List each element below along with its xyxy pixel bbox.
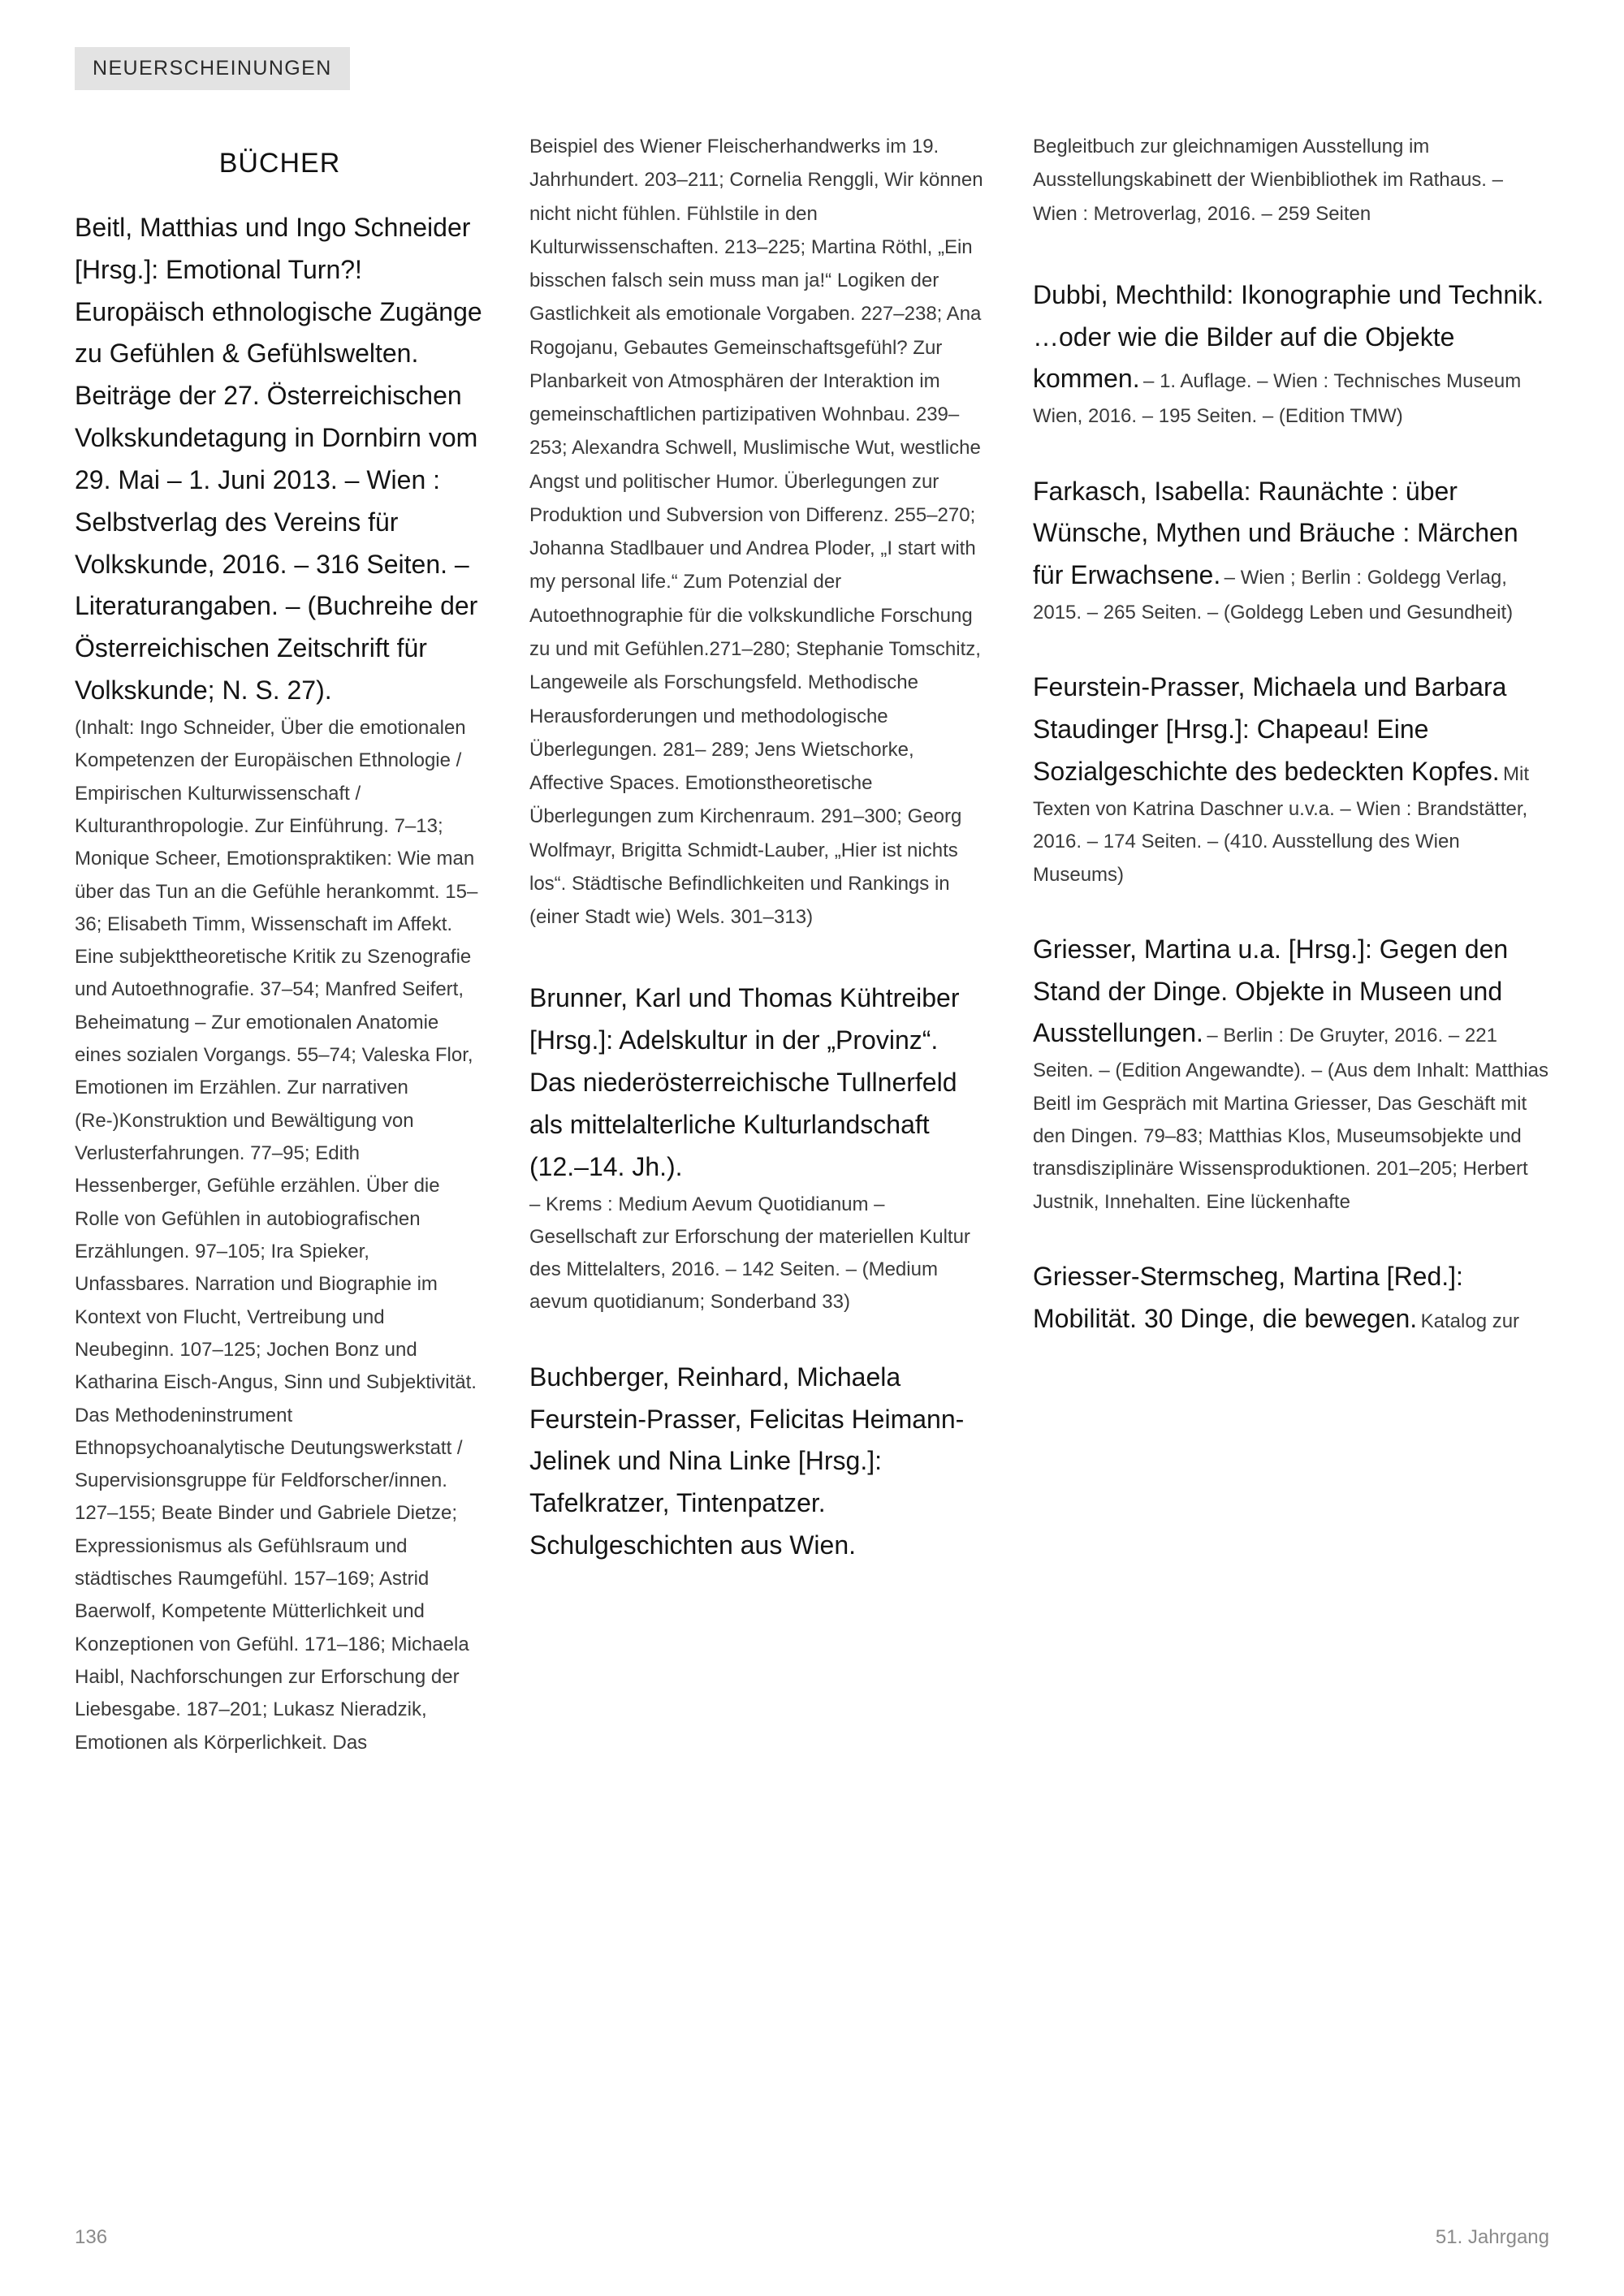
- bibliography-entry: [529, 978, 984, 1318]
- entry-headline: Buchberger, Reinhard, Michaela Feurstein-Prasser, Felicitas Heimann-Jelinek und Nina Linke [Hrsg.]: Tafelkratzer, Tintenpatzer. Schulgeschichten aus Wien.: [529, 1362, 965, 1560]
- entry-detail: Mit Texten von Katrina Daschner u.v.a. – Wien : Brandstätter, 2016. – 174 Seiten. – (410. Ausstellung des Wien Museums): [1033, 763, 1530, 886]
- entry-headline: Brunner, Karl und Thomas Kühtreiber [Hrsg.]: Adelskultur in der „Provinz“. Das niederösterreichische Tullnerfeld als mittelalterliche Kulturlandschaft (12.–14. Jh.).: [529, 983, 960, 1181]
- bibliography-entry: [529, 1357, 984, 1567]
- bibliography-entry: [1033, 929, 1553, 1219]
- bibliography-entry: [1033, 1256, 1553, 1340]
- entry-detail: – Wien ; Berlin : Goldegg Verlag, 2015. – 265 Seiten. – (Goldegg Leben und Gesundheit): [1033, 567, 1514, 624]
- entry-detail: Katalog zur: [1420, 1310, 1520, 1332]
- section-tag: NEUERSCHEINUNGEN: [75, 47, 350, 90]
- entry-headline: Feurstein-Prasser, Michaela und Barbara Staudinger [Hrsg.]: Chapeau! Eine Sozialgeschichte des bedeckten Kopfes.: [1033, 672, 1507, 787]
- entry-headline: Farkasch, Isabella: Raunächte : über Wünsche, Mythen und Bräuche : Märchen für Erwachsene.: [1033, 476, 1518, 590]
- bibliography-entry: [1033, 667, 1553, 891]
- three-column-layout: [75, 130, 1553, 1759]
- bibliography-entry: [75, 207, 485, 1759]
- entry-detail: – Berlin : De Gruyter, 2016. – 221 Seiten. – (Edition Angewandte). – (Aus dem Inhalt: Matthias Beitl im Gespräch mit Martina Griesser, Das Geschäft mit den Dingen. 79–83; Matthias Klos, Museumsobjekte und transdisziplinäre Wissensproduktionen. 201–205; Herbert Justnik, Innehalten. Eine lückenhafte: [1033, 1025, 1549, 1213]
- entry-detail: (Inhalt: Ingo Schneider, Über die emotionalen Kompetenzen der Europäischen Ethnologie / Empirischen Kulturwissenschaft / Kulturanthropologie. Zur Einführung. 7–13; Monique Scheer, Emotionspraktiken: Wie man über das Tun an die Gefühle herankommt. 15–36; Elisabeth Timm, Wissenschaft im Affekt. Eine subjekttheoretische Kritik zu Szenografie und Autoethnografie. 37–54; Manfred Seifert, Beheimatung – Zur emotionalen Anatomie eines sozialen Vorgangs. 55–74; Valeska Flor, Emotionen im Erzählen. Zur narrativen (Re-)Konstruktion und Bewältigung von Verlusterfahrungen. 77–95; Edith Hessenberger, Gefühle erzählen. Über die Rolle von Gefühlen in autobiografischen Erzählungen. 97–105; Ira Spieker, Unfassbares. Narration und Biographie im Kontext von Flucht, Vertreibung und Neubeginn. 107–125; Jochen Bonz und Katharina Eisch-Angus, Sinn und Subjektivität. Das Methodeninstrument Ethnopsychoanalytische Deutungswerkstatt / Supervisionsgruppe für Feldforscher/innen. 127–155; Beate Binder und Gabriele Dietze; Expressionismus als Gefühlsraum und städtisches Raumgefühl. 157–169; Astrid Baerwolf, Kompetente Mütterlichkeit und Konzeptionen von Gefühl. 171–186; Michaela Haibl, Nachforschungen zur Erforschung der Liebesgabe. 187–201; Lukasz Nieradzik, Emotionen als Körperlichkeit. Das: [75, 716, 478, 1754]
- entry-detail: – 1. Auflage. – Wien : Technisches Museum Wien, 2016. – 195 Seiten. – (Edition TMW): [1033, 370, 1522, 428]
- entry-headline: Griesser, Martina u.a. [Hrsg.]: Gegen den Stand der Dinge. Objekte in Museen und Ausstellungen.: [1033, 934, 1509, 1048]
- bibliography-entry: [1033, 274, 1553, 434]
- column-title: BÜCHER: [218, 148, 341, 179]
- page-footer: [75, 2226, 1549, 2249]
- column-one: [75, 130, 529, 1759]
- bibliography-entry: [1033, 471, 1553, 630]
- page-number: 136: [75, 2226, 108, 2248]
- entry-continuation: Begleitbuch zur gleichnamigen Ausstellung im Ausstellungskabinett der Wienbibliothek im Rathaus. – Wien : Metroverlag, 2016. – 259 Seiten: [1033, 136, 1503, 225]
- entry-continuation: Beispiel des Wiener Fleischerhandwerks im 19. Jahrhundert. 203–211; Cornelia Renggli, Wir können nicht nicht fühlen. Fühlstile in den Kulturwissenschaften. 213–225; Martina Röthl, „Ein bisschen falsch sein muss man ja!“ Logiken der Gastlichkeit als emotionale Vorgaben. 227–238; Ana Rogojanu, Gebautes Gemeinschaftsgefühl? Zur Planbarkeit von Atmosphären der Interaktion im gemeinschaftlichen partizipativen Wohnbau. 239–253; Alexandra Schwell, Muslimische Wut, westliche Angst und politischer Humor. Überlegungen zur Produktion und Subversion von Differenz. 255–270; Johanna Stadlbauer und Andrea Ploder, „I start with my personal life.“ Zum Potenzial der Autoethnographie für die volkskundliche Forschung zu und mit Gefühlen.271–280; Stephanie Tomschitz, Langeweile als Forschungsfeld. Methodische Herausforderungen und methodologische Überlegungen. 281– 289; Jens Wietschorke, Affective Spaces. Emotionstheoretische Überlegungen zum Kirchenraum. 291–300; Georg Wolfmayr, Brigitta Schmidt-Lauber, „Hier ist nichts los“. Städtische Befindlichkeiten und Rankings in (einer Stadt wie) Wels. 301–313): [529, 136, 983, 929]
- column-three: [1033, 130, 1553, 1759]
- volume-label: 51. Jahrgang: [1435, 2226, 1549, 2248]
- entry-headline: Beitl, Matthias und Ingo Schneider [Hrsg.]: Emotional Turn?! Europäisch ethnologische Zugänge zu Gefühlen & Gefühlswelten. Beiträge der 27. Österreichischen Volkskundetagung in Dornbirn vom 29. Mai – 1. Juni 2013. – Wien : Selbstverlag des Vereins für Volkskunde, 2016. – 316 Seiten. – Literaturangaben. – (Buchreihe der Österreichischen Zeitschrift für Volkskunde; N. S. 27).: [75, 213, 482, 706]
- entry-headline: Griesser-Stermscheg, Martina [Red.]: Mobilität. 30 Dinge, die bewegen.: [1033, 1261, 1463, 1333]
- entry-detail: – Krems : Medium Aevum Quotidianum – Gesellschaft zur Erforschung der materiellen Kultur des Mittelalters, 2016. – 142 Seiten. – (Medium aevum quotidianum; Sonderband 33): [529, 1193, 970, 1314]
- column-two: [529, 130, 1033, 1759]
- entry-headline: Dubbi, Mechthild: Ikonographie und Technik. …oder wie die Bilder auf die Objekte kommen.: [1033, 279, 1544, 394]
